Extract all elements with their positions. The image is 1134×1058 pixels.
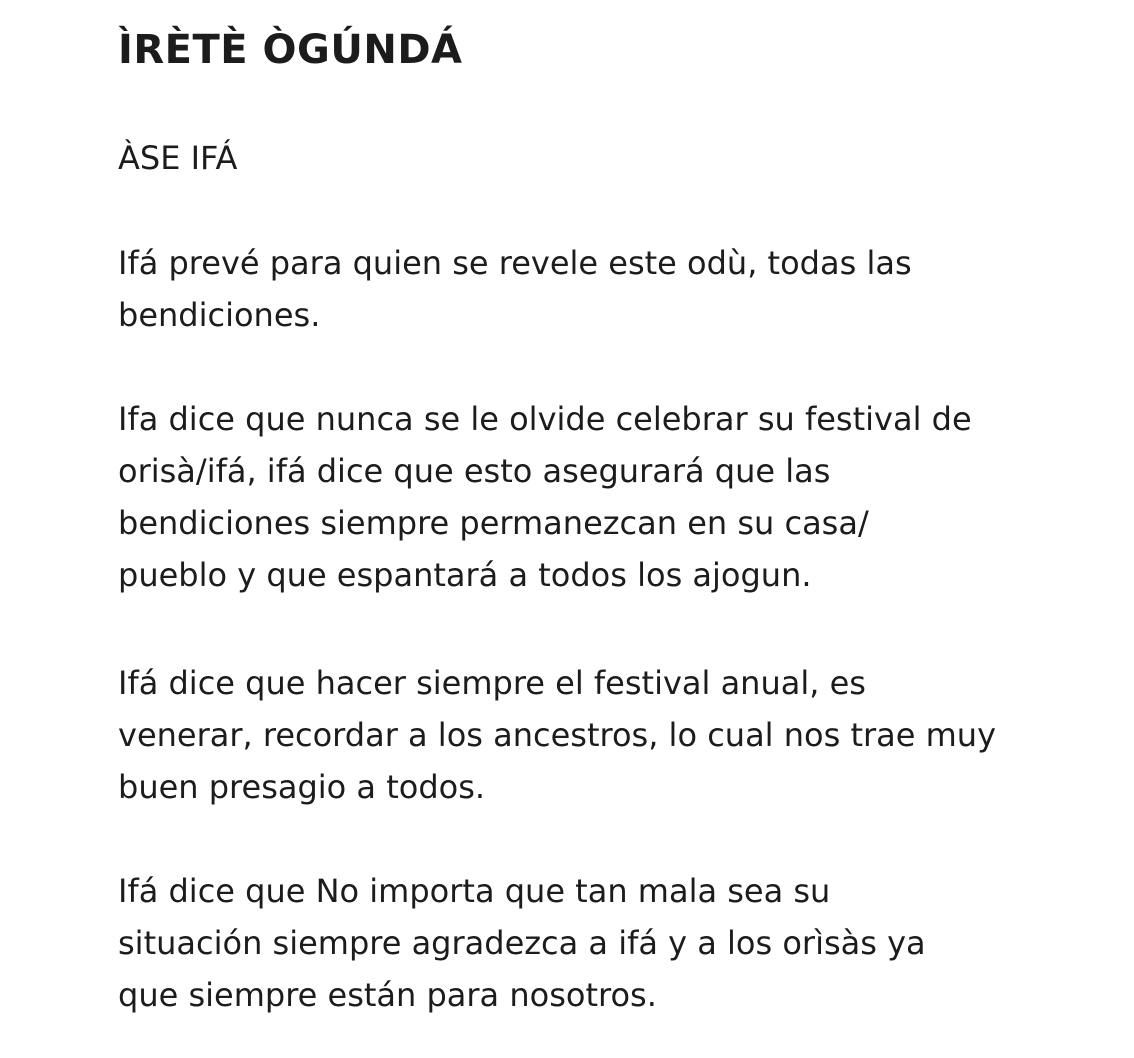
paragraph-line: Ifá prevé para quien se revele este odù, todas las: [118, 244, 912, 282]
paragraph-3: [118, 657, 996, 813]
paragraph-line: Ifá dice que No importa que tan mala sea su: [118, 872, 831, 910]
paragraph-4: [118, 865, 926, 1021]
paragraph-line: bendiciones siempre permanezcan en su casa/: [118, 504, 869, 542]
paragraph-line: venerar, recordar a los ancestros, lo cual nos trae muy: [118, 716, 996, 754]
paragraph-2: [118, 393, 972, 601]
document-subtitle: ÀSE IFÁ: [118, 139, 238, 177]
document-title: ÌRÈTÈ ÒGÚNDÁ: [118, 27, 463, 73]
paragraph-line: pueblo y que espantará a todos los ajogun.: [118, 556, 812, 594]
paragraph-line: bendiciones.: [118, 296, 321, 334]
paragraph-line: orisà/ifá, ifá dice que esto asegurará que las: [118, 452, 831, 490]
paragraph-line: situación siempre agradezca a ifá y a los orìsàs ya: [118, 924, 926, 962]
paragraph-line: Ifá dice que hacer siempre el festival anual, es: [118, 664, 866, 702]
paragraph-1: [118, 237, 912, 341]
paragraph-line: buen presagio a todos.: [118, 768, 486, 806]
paragraph-line: Ifa dice que nunca se le olvide celebrar su festival de: [118, 400, 972, 438]
paragraph-line: que siempre están para nosotros.: [118, 976, 657, 1014]
